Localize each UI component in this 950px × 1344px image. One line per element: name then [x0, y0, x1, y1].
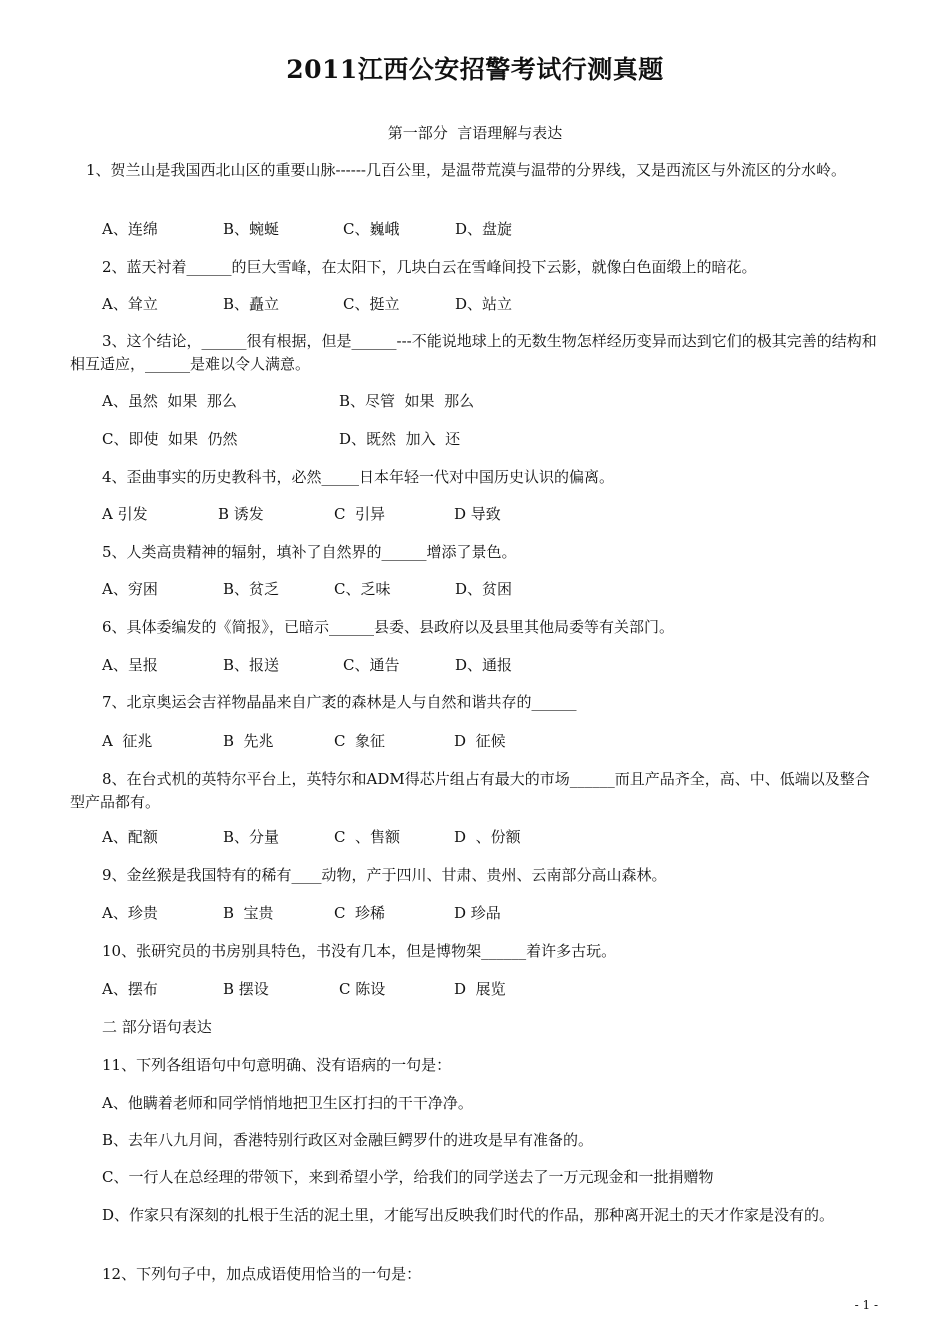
- question-5-stem: 5、人类高贵精神的辐射，填补了自然界的______增添了景色。: [102, 543, 517, 561]
- question-3-stem: 3、这个结论，______很有根据，但是______---不能说地球上的无数生物怎样经历变异而达到它们的极其完善的结构和相互适应，______是难以令人满意。: [70, 332, 877, 373]
- option: A、连绵: [102, 220, 158, 238]
- option: D 珍品: [454, 904, 501, 922]
- question-11-option-d: D、作家只有深刻的扎根于生活的泥土里，才能写出反映我们时代的作品，那种离开泥土的天才作家是没有的。: [102, 1206, 835, 1224]
- option: A、摆布: [102, 980, 158, 998]
- option: D 展览: [454, 980, 506, 998]
- option: A、珍贵: [102, 904, 158, 922]
- option: B、分量: [223, 828, 280, 846]
- document-title: 2011江西公安招警考试行测真题: [286, 55, 664, 84]
- option: A 引发: [102, 505, 148, 523]
- option: C 象征: [334, 732, 386, 750]
- option: A 征兆: [102, 732, 153, 750]
- option: A、虽然 如果 那么: [102, 392, 237, 410]
- option: A、穷困: [102, 580, 158, 598]
- option: A、呈报: [102, 656, 158, 674]
- question-2-stem: 2、蓝天衬着______的巨大雪峰，在太阳下，几块白云在雪峰间投下云影，就像白色面缎上的暗花。: [102, 258, 757, 276]
- option: B、尽管 如果 那么: [339, 392, 475, 410]
- option: B、报送: [223, 656, 280, 674]
- question-11-option-c: C、一行人在总经理的带领下，来到希望小学，给我们的同学送去了一万元现金和一批捐赠物: [102, 1168, 714, 1186]
- option: B、矗立: [223, 295, 280, 313]
- option: D、既然 加入 还: [339, 430, 461, 448]
- page-number: - 1 -: [854, 1298, 878, 1312]
- option: C 陈设: [339, 980, 386, 998]
- option: C、即使 如果 仍然: [102, 430, 238, 448]
- option: B 诱发: [218, 505, 264, 523]
- option: C、巍峨: [343, 220, 400, 238]
- question-11-stem: 11、下列各组语句中句意明确、没有语病的一句是：: [102, 1056, 452, 1074]
- option: B、蜿蜒: [223, 220, 280, 238]
- question-11-option-b: B、去年八九月间，香港特别行政区对金融巨鳄罗什的进攻是早有准备的。: [102, 1131, 594, 1149]
- option: C、通告: [343, 656, 400, 674]
- option: C 珍稀: [334, 904, 386, 922]
- question-4-stem: 4、歪曲事实的历史教科书，必然_____日本年轻一代对中国历史认识的偏离。: [102, 468, 615, 486]
- option: D、盘旋: [455, 220, 513, 238]
- option: D 、份额: [454, 828, 521, 846]
- option: D、通报: [455, 656, 513, 674]
- question-12-stem: 12、下列句子中，加点成语使用恰当的一句是：: [102, 1265, 422, 1283]
- option: B 宝贵: [223, 904, 274, 922]
- option: C、挺立: [343, 295, 400, 313]
- option: A、耸立: [102, 295, 158, 313]
- option: D、贫困: [455, 580, 513, 598]
- option: B 摆设: [223, 980, 269, 998]
- option: B、贫乏: [223, 580, 280, 598]
- question-8-stem: 8、在台式机的英特尔平台上，英特尔和ADM得芯片组占有最大的市场______而且产品齐全，高、中、低端以及整合型产品都有。: [70, 770, 870, 811]
- option: C 引异: [334, 505, 386, 523]
- section-heading: 第一部分 言语理解与表达: [387, 124, 563, 142]
- option: D 征候: [454, 732, 506, 750]
- option: A、配额: [102, 828, 158, 846]
- question-11-option-a: A、他瞒着老师和同学悄悄地把卫生区打扫的干干净净。: [102, 1094, 473, 1112]
- option: C 、售额: [334, 828, 401, 846]
- question-1-stem: 1、贺兰山是我国西北山区的重要山脉------几百公里，是温带荒漠与温带的分界线，又是西流区与外流区的分水岭。: [86, 161, 846, 179]
- option: B 先兆: [223, 732, 274, 750]
- question-7-stem: 7、北京奥运会吉祥物晶晶来自广袤的森林是人与自然和谐共存的______: [102, 693, 577, 711]
- question-6-stem: 6、具体委编发的《简报》，已暗示______县委、县政府以及县里其他局委等有关部门。: [102, 618, 675, 636]
- question-10-stem: 10、张研究员的书房别具特色，书没有几本，但是博物架______着许多古玩。: [102, 942, 617, 960]
- option: D、站立: [455, 295, 513, 313]
- option: D 导致: [454, 505, 501, 523]
- part-two-heading: 二 部分语句表达: [102, 1018, 212, 1036]
- question-9-stem: 9、金丝猴是我国特有的稀有____动物，产于四川、甘肃、贵州、云南部分高山森林。: [102, 866, 667, 884]
- option: C、乏味: [334, 580, 391, 598]
